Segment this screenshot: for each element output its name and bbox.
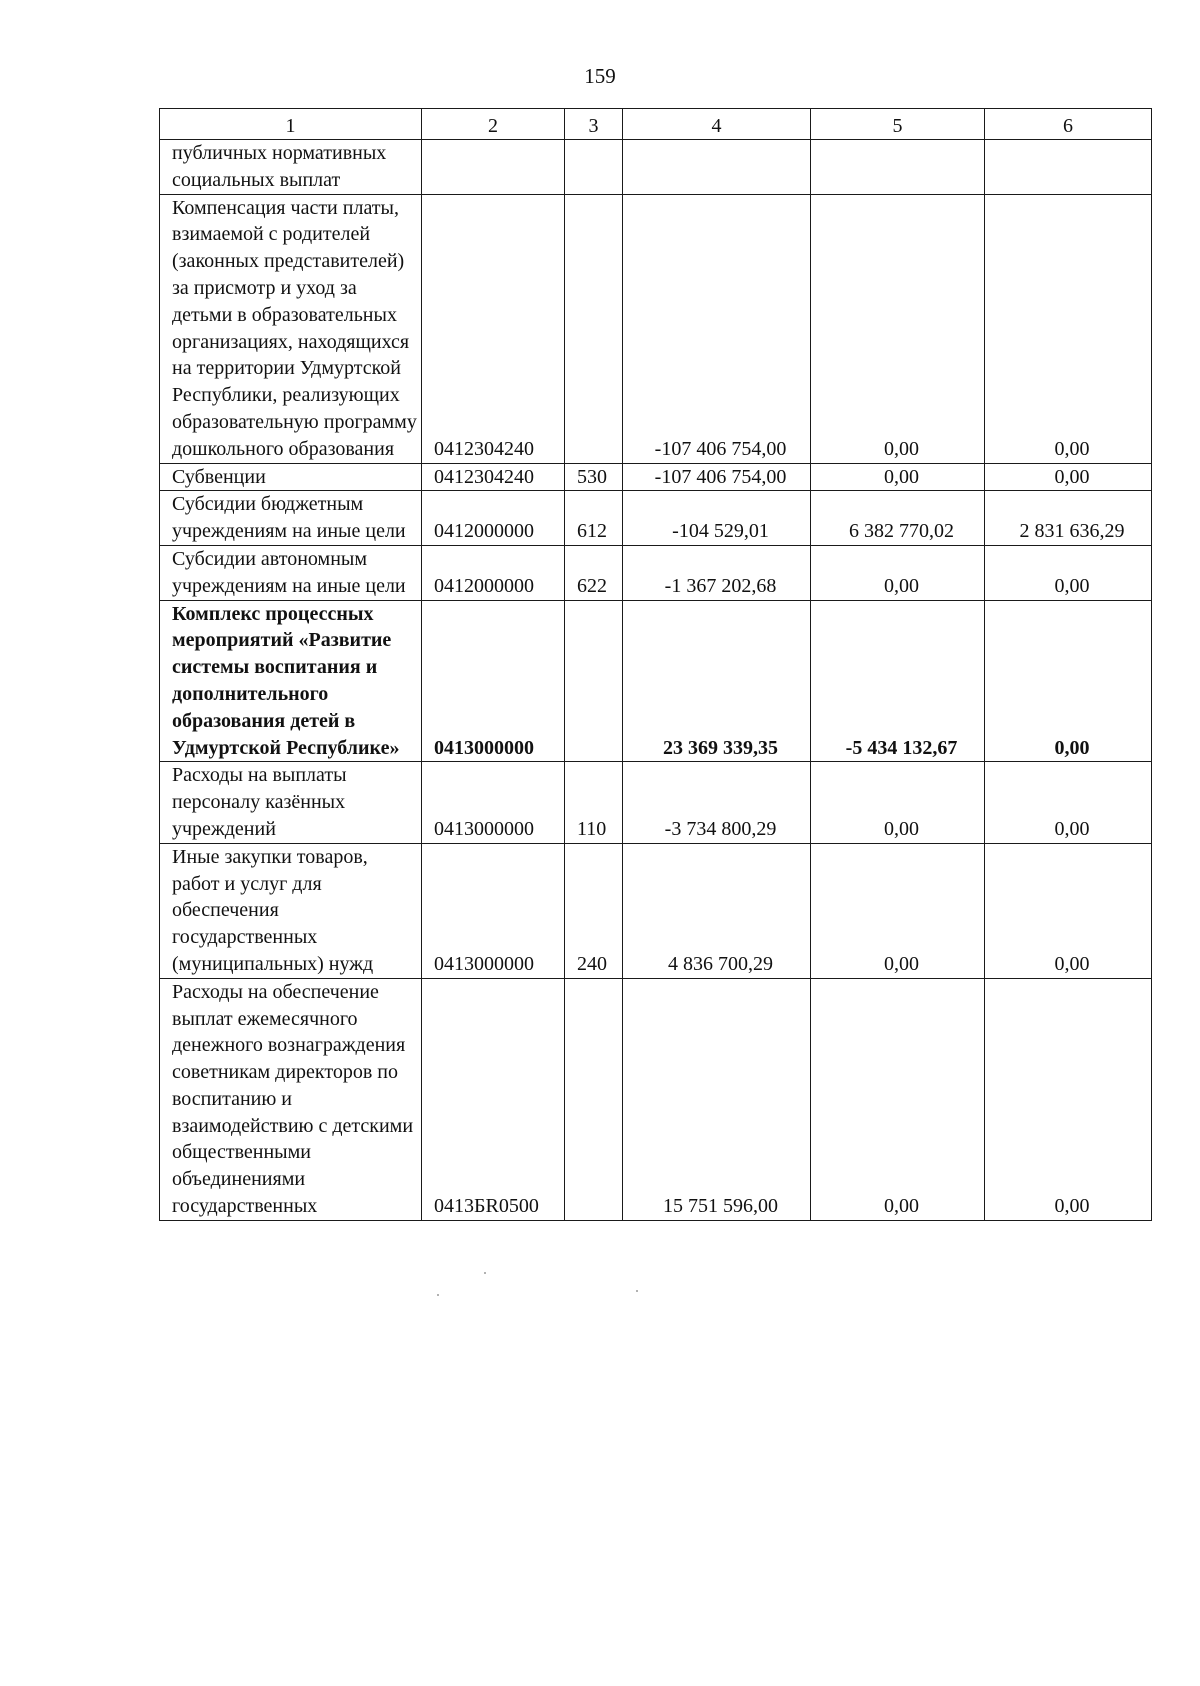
table-row [160, 463, 1152, 491]
header-col-3: 3 [565, 109, 623, 140]
cell-value-4 [623, 140, 811, 195]
cell-expense-type [565, 978, 623, 1220]
cell-value-4: 23 369 339,35 [623, 600, 811, 762]
table-row [160, 843, 1152, 978]
table-row [160, 545, 1152, 600]
cell-value-5: 0,00 [811, 978, 985, 1220]
cell-value-5: 6 382 770,02 [811, 491, 985, 546]
cell-value-6: 0,00 [985, 463, 1152, 491]
cell-name: Расходы на выплаты персоналу казённых учреждений [160, 762, 422, 843]
cell-name: Иные закупки товаров, работ и услуг для обеспечения государственных (муниципальных) нужд [160, 843, 422, 978]
table-row [160, 491, 1152, 546]
table-row [160, 194, 1152, 463]
cell-code: 0412304240 [422, 194, 565, 463]
cell-value-6: 0,00 [985, 545, 1152, 600]
table-row [160, 978, 1152, 1220]
scan-speck [437, 1294, 439, 1296]
cell-value-5: -5 434 132,67 [811, 600, 985, 762]
cell-value-6 [985, 140, 1152, 195]
cell-value-6: 0,00 [985, 762, 1152, 843]
cell-value-5 [811, 140, 985, 195]
cell-code: 0413000000 [422, 762, 565, 843]
budget-table [159, 108, 1152, 1221]
table-body [160, 140, 1152, 1221]
cell-name: Субвенции [160, 463, 422, 491]
cell-code: 0412000000 [422, 545, 565, 600]
cell-name: Субсидии бюджетным учреждениям на иные цели [160, 491, 422, 546]
header-row [160, 109, 1152, 140]
cell-name: Расходы на обеспечение выплат ежемесячного денежного вознаграждения советникам директоров по воспитанию и взаимодействию с детскими общественными объединениями государственных [160, 978, 422, 1220]
cell-value-5: 0,00 [811, 463, 985, 491]
table-row [160, 600, 1152, 762]
cell-name: Субсидии автономным учреждениям на иные цели [160, 545, 422, 600]
cell-name: публичных нормативных социальных выплат [160, 140, 422, 195]
cell-code: 0413000000 [422, 843, 565, 978]
scan-speck [484, 1272, 486, 1274]
cell-value-6: 0,00 [985, 843, 1152, 978]
cell-code [422, 140, 565, 195]
page-number: 159 [584, 64, 616, 88]
cell-value-4: -107 406 754,00 [623, 194, 811, 463]
cell-expense-type [565, 140, 623, 195]
header-col-1: 1 [160, 109, 422, 140]
cell-value-4: -107 406 754,00 [623, 463, 811, 491]
cell-value-5: 0,00 [811, 545, 985, 600]
cell-code: 0413000000 [422, 600, 565, 762]
cell-value-6: 0,00 [985, 194, 1152, 463]
cell-value-4: -3 734 800,29 [623, 762, 811, 843]
cell-value-6: 2 831 636,29 [985, 491, 1152, 546]
cell-code: 0413БR0500 [422, 978, 565, 1220]
cell-name: Комплекс процессных мероприятий «Развитие системы воспитания и дополнительного образования детей в Удмуртской Республике» [160, 600, 422, 762]
cell-value-6: 0,00 [985, 600, 1152, 762]
table-row [160, 140, 1152, 195]
cell-expense-type: 530 [565, 463, 623, 491]
cell-value-5: 0,00 [811, 843, 985, 978]
cell-value-4: -104 529,01 [623, 491, 811, 546]
cell-value-5: 0,00 [811, 194, 985, 463]
cell-expense-type: 240 [565, 843, 623, 978]
header-col-4: 4 [623, 109, 811, 140]
header-col-2: 2 [422, 109, 565, 140]
cell-expense-type: 110 [565, 762, 623, 843]
cell-code: 0412304240 [422, 463, 565, 491]
cell-value-4: -1 367 202,68 [623, 545, 811, 600]
header-col-5: 5 [811, 109, 985, 140]
cell-value-5: 0,00 [811, 762, 985, 843]
cell-expense-type [565, 600, 623, 762]
cell-value-6: 0,00 [985, 978, 1152, 1220]
header-col-6: 6 [985, 109, 1152, 140]
scan-speck [636, 1290, 638, 1292]
cell-name: Компенсация части платы, взимаемой с родителей (законных представителей) за присмотр и уход за детьми в образовательных организациях, находящихся на территории Удмуртской Республики, реализующих образовательную программу дошкольного образования [160, 194, 422, 463]
table-row [160, 762, 1152, 843]
cell-expense-type: 612 [565, 491, 623, 546]
cell-expense-type [565, 194, 623, 463]
cell-value-4: 4 836 700,29 [623, 843, 811, 978]
cell-value-4: 15 751 596,00 [623, 978, 811, 1220]
cell-expense-type: 622 [565, 545, 623, 600]
cell-code: 0412000000 [422, 491, 565, 546]
